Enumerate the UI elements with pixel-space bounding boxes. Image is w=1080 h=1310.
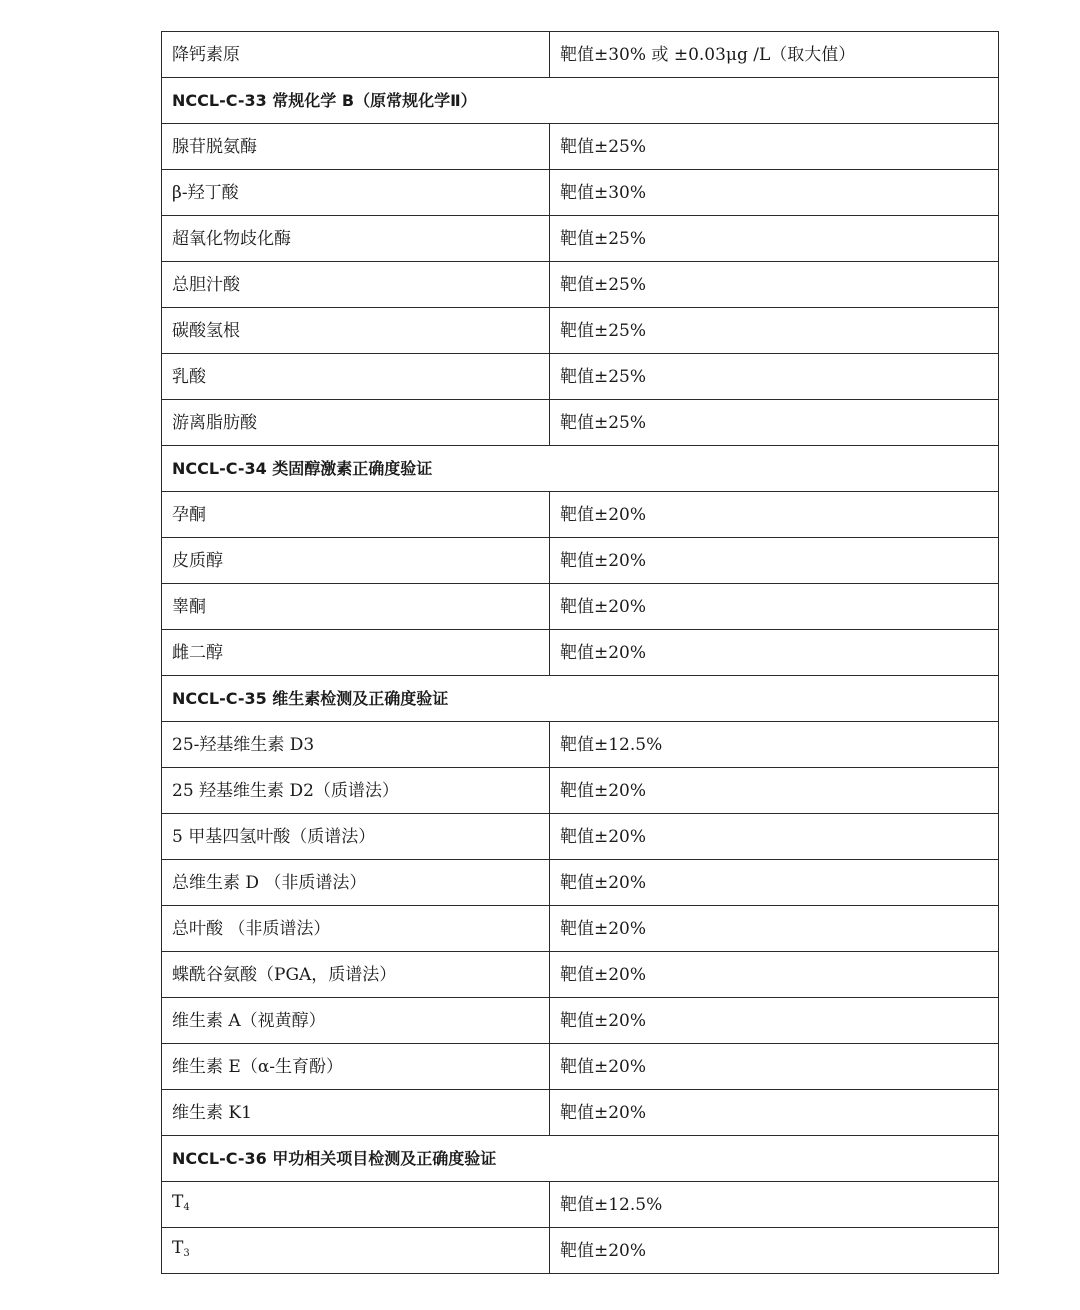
table-row bbox=[162, 1044, 999, 1090]
item-name: 总胆汁酸 bbox=[172, 274, 240, 295]
tolerance-cell: 靶值±12.5% bbox=[550, 1182, 999, 1228]
item-name: 25-羟基维生素 D3 bbox=[172, 734, 315, 755]
item-name-cell bbox=[162, 400, 550, 446]
tolerance-cell: 靶值±12.5% bbox=[550, 722, 999, 768]
item-name-cell bbox=[162, 998, 550, 1044]
item-name: 维生素 E（α-生育酚） bbox=[172, 1056, 344, 1077]
table-row bbox=[162, 860, 999, 906]
item-name-cell bbox=[162, 1228, 550, 1274]
table-row bbox=[162, 906, 999, 952]
table-row bbox=[162, 768, 999, 814]
item-name-cell bbox=[162, 906, 550, 952]
item-name-cell bbox=[162, 354, 550, 400]
item-name: 超氧化物歧化酶 bbox=[172, 228, 291, 249]
section-header-row bbox=[162, 78, 999, 124]
tolerance-cell: 靶值±25% bbox=[550, 124, 999, 170]
item-subscript: 4 bbox=[183, 1201, 190, 1213]
item-name-cell bbox=[162, 952, 550, 998]
item-name: 乳酸 bbox=[172, 366, 206, 387]
tolerance-cell: 靶值±20% bbox=[550, 584, 999, 630]
item-name-cell bbox=[162, 216, 550, 262]
item-name: T bbox=[172, 1237, 184, 1258]
item-name: 蝶酰谷氨酸（PGA，质谱法） bbox=[172, 964, 397, 985]
tolerance-cell: 靶值±25% bbox=[550, 400, 999, 446]
section-title: NCCL-C-35 维生素检测及正确度验证 bbox=[162, 676, 999, 722]
item-name-cell bbox=[162, 814, 550, 860]
tolerance-cell: 靶值±20% bbox=[550, 768, 999, 814]
item-name-cell bbox=[162, 722, 550, 768]
item-name-cell bbox=[162, 170, 550, 216]
table-row bbox=[162, 998, 999, 1044]
section-title: NCCL-C-33 常规化学 B（原常规化学Ⅱ） bbox=[162, 78, 999, 124]
section-header-row bbox=[162, 1136, 999, 1182]
item-name-cell bbox=[162, 1044, 550, 1090]
table-row bbox=[162, 630, 999, 676]
item-name: 维生素 K1 bbox=[172, 1102, 252, 1123]
item-name: 孕酮 bbox=[172, 504, 206, 525]
item-name-cell bbox=[162, 630, 550, 676]
table-row bbox=[162, 400, 999, 446]
tolerance-cell: 靶值±20% bbox=[550, 630, 999, 676]
item-name-cell bbox=[162, 308, 550, 354]
item-name-cell bbox=[162, 860, 550, 906]
item-name: 睾酮 bbox=[172, 596, 206, 617]
item-name: 雌二醇 bbox=[172, 642, 223, 663]
tolerance-cell: 靶值±25% bbox=[550, 216, 999, 262]
table-body bbox=[162, 32, 999, 1274]
item-name-cell bbox=[162, 1090, 550, 1136]
item-name-cell bbox=[162, 124, 550, 170]
item-name-cell bbox=[162, 768, 550, 814]
tolerance-cell: 靶值±25% bbox=[550, 262, 999, 308]
section-title: NCCL-C-34 类固醇激素正确度验证 bbox=[162, 446, 999, 492]
table-row bbox=[162, 1182, 999, 1228]
item-name-cell bbox=[162, 584, 550, 630]
table-row bbox=[162, 124, 999, 170]
tolerance-cell: 靶值±20% bbox=[550, 1228, 999, 1274]
tolerance-cell: 靶值±20% bbox=[550, 492, 999, 538]
tolerance-cell: 靶值±20% bbox=[550, 1044, 999, 1090]
tolerance-cell: 靶值±20% bbox=[550, 860, 999, 906]
tolerance-cell: 靶值±20% bbox=[550, 1090, 999, 1136]
tolerance-cell: 靶值±30% bbox=[550, 170, 999, 216]
table-row bbox=[162, 538, 999, 584]
tolerance-cell: 靶值±25% bbox=[550, 354, 999, 400]
tolerance-cell: 靶值±20% bbox=[550, 906, 999, 952]
item-name: 维生素 A（视黄醇） bbox=[172, 1010, 326, 1031]
section-header-row bbox=[162, 676, 999, 722]
section-header-row bbox=[162, 446, 999, 492]
table-row bbox=[162, 1228, 999, 1274]
item-name: 总维生素 D （非质谱法） bbox=[172, 872, 367, 893]
item-name: 5 甲基四氢叶酸（质谱法） bbox=[172, 826, 376, 847]
item-name: 碳酸氢根 bbox=[172, 320, 240, 341]
tolerance-cell: 靶值±20% bbox=[550, 998, 999, 1044]
table-row bbox=[162, 32, 999, 78]
item-name: β-羟丁酸 bbox=[172, 182, 239, 203]
tolerance-cell: 靶值±20% bbox=[550, 952, 999, 998]
tolerance-cell: 靶值±30% 或 ±0.03μg /L（取大值） bbox=[550, 32, 999, 78]
table-row bbox=[162, 722, 999, 768]
item-name-cell bbox=[162, 32, 550, 78]
table-row bbox=[162, 262, 999, 308]
table-row bbox=[162, 170, 999, 216]
item-name-cell bbox=[162, 262, 550, 308]
item-subscript: 3 bbox=[183, 1247, 190, 1259]
tolerance-cell: 靶值±20% bbox=[550, 814, 999, 860]
table-row bbox=[162, 584, 999, 630]
item-name: 皮质醇 bbox=[172, 550, 223, 571]
tolerance-table bbox=[161, 31, 999, 1274]
item-name: T bbox=[172, 1191, 184, 1212]
section-title: NCCL-C-36 甲功相关项目检测及正确度验证 bbox=[162, 1136, 999, 1182]
tolerance-cell: 靶值±20% bbox=[550, 538, 999, 584]
tolerance-cell: 靶值±25% bbox=[550, 308, 999, 354]
table-row bbox=[162, 952, 999, 998]
item-name: 游离脂肪酸 bbox=[172, 412, 257, 433]
item-name: 降钙素原 bbox=[172, 44, 240, 65]
table-row bbox=[162, 354, 999, 400]
item-name: 总叶酸 （非质谱法） bbox=[172, 918, 331, 939]
table-row bbox=[162, 308, 999, 354]
item-name-cell bbox=[162, 492, 550, 538]
item-name-cell bbox=[162, 538, 550, 584]
item-name: 腺苷脱氨酶 bbox=[172, 136, 257, 157]
item-name-cell bbox=[162, 1182, 550, 1228]
table-row bbox=[162, 1090, 999, 1136]
table-row bbox=[162, 814, 999, 860]
table-row bbox=[162, 216, 999, 262]
table-row bbox=[162, 492, 999, 538]
item-name: 25 羟基维生素 D2（质谱法） bbox=[172, 780, 399, 801]
